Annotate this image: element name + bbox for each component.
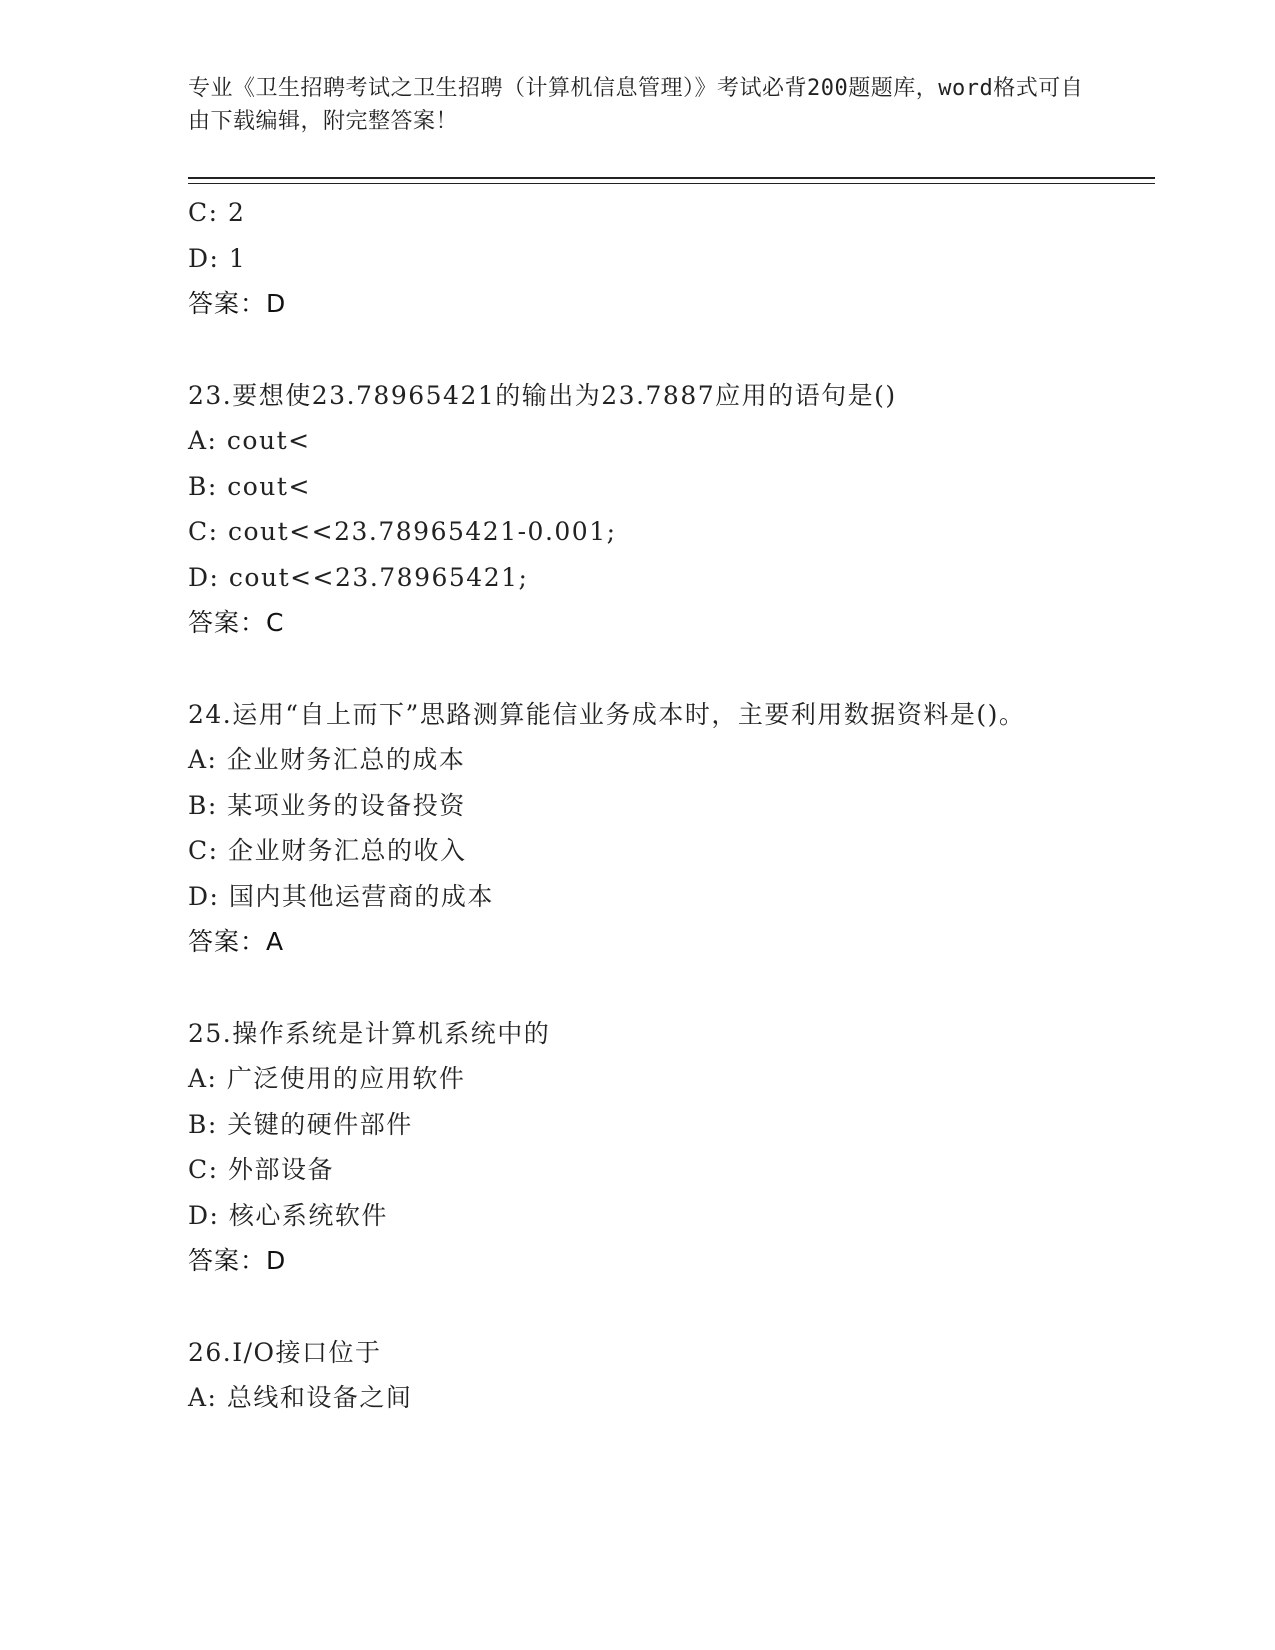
question-list	[188, 190, 1088, 1421]
option-b: B: 某项业务的设备投资	[188, 790, 466, 820]
option-c: C: 外部设备	[188, 1155, 334, 1184]
answer-line: 答案：D	[188, 289, 287, 318]
header-divider-thin	[188, 183, 1155, 184]
answer-line: 答案：C	[188, 608, 285, 637]
answer-line: 答案：D	[188, 1246, 287, 1275]
question-stem: 23.要想使23.78965421的输出为23.7887应用的语句是()	[188, 380, 897, 410]
option-c: C: cout<<23.78965421-0.001;	[188, 517, 617, 546]
question-24	[188, 692, 1088, 965]
option-c: C: 2	[188, 198, 246, 227]
previous-question-tail	[188, 190, 1088, 327]
answer-line: 答案：A	[188, 927, 285, 956]
question-stem: 25.操作系统是计算机系统中的	[188, 1018, 551, 1048]
option-c: C: 企业财务汇总的收入	[188, 836, 467, 865]
option-a: A: 企业财务汇总的成本	[188, 745, 466, 774]
option-b: B: cout<	[188, 471, 311, 501]
question-26	[188, 1330, 1088, 1421]
option-a: A: cout<	[188, 426, 311, 455]
option-d: D: cout<<23.78965421;	[188, 562, 529, 592]
page-header-title: 专业《卫生招聘考试之卫生招聘（计算机信息管理）》考试必背200题题库，word格式可自由下载编辑，附完整答案！	[188, 76, 1084, 134]
option-b: B: 关键的硬件部件	[188, 1109, 413, 1139]
question-stem: 26.I/O接口位于	[188, 1337, 382, 1367]
question-25	[188, 1011, 1088, 1284]
option-a: A: 总线和设备之间	[188, 1383, 413, 1412]
question-stem: 24.运用“自上而下”思路测算能信业务成本时，主要利用数据资料是()。	[188, 699, 1026, 729]
header-divider-thick	[188, 177, 1155, 179]
option-d: D: 1	[188, 243, 247, 273]
question-23	[188, 373, 1088, 646]
option-d: D: 核心系统软件	[188, 1200, 388, 1230]
option-d: D: 国内其他运营商的成本	[188, 881, 494, 911]
option-a: A: 广泛使用的应用软件	[188, 1064, 466, 1093]
